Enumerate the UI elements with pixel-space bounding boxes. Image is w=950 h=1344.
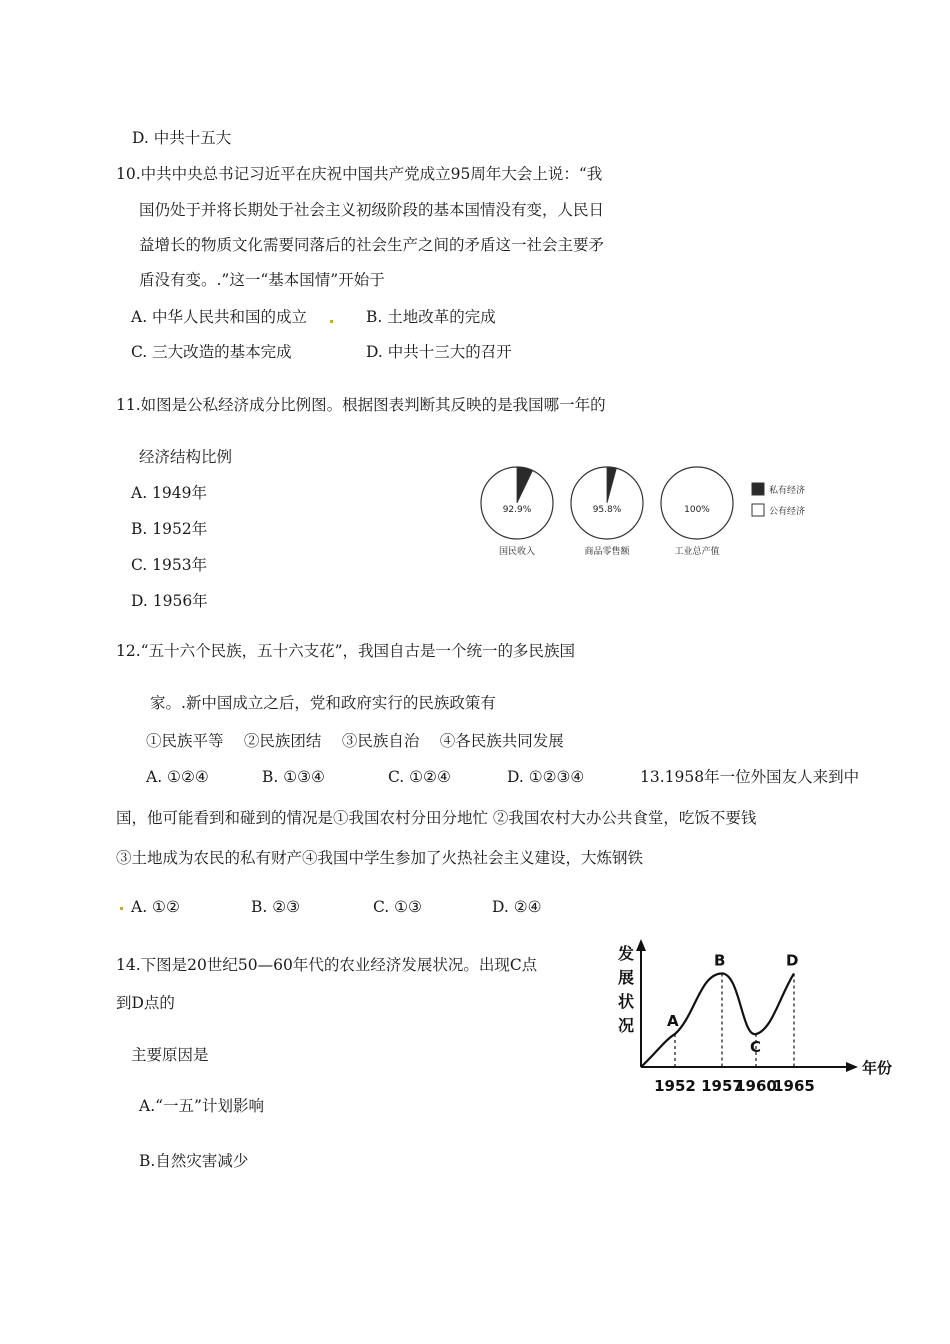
legend-label-public: 公有经济 <box>769 507 806 517</box>
q14-option-b: B.自然灾害减少 <box>139 1152 249 1170</box>
scan-speck <box>120 907 123 910</box>
q11-option-a: A. 1949年 <box>131 484 207 502</box>
point-label: A <box>667 1012 679 1030</box>
q13-option-c: C. ①③ <box>373 898 422 916</box>
x-tick-label: 1952 <box>654 1077 696 1095</box>
scan-speck <box>330 320 333 323</box>
q12-stem-line2: 家。.新中国成立之后，党和政府实行的民族政策有 <box>150 694 496 712</box>
x-axis-label: 年份 <box>862 1059 893 1077</box>
q11-option-c: C. 1953年 <box>131 556 208 574</box>
pie-category-label: 商品零售额 <box>584 547 630 557</box>
legend-label-private: 私有经济 <box>769 486 806 496</box>
pie-value-label: 92.9% <box>502 505 532 515</box>
q11-option-d: D. 1956年 <box>131 592 208 610</box>
q13-stem-line1: 13.1958年一位外国友人来到中 <box>640 768 860 786</box>
pie-value-label: 100% <box>684 505 710 515</box>
q12-stem-line1: 12.“五十六个民族，五十六支花”，我国自古是一个统一的多民族国 <box>116 642 576 660</box>
pie-category-label: 工业总产值 <box>674 547 720 557</box>
legend-swatch-private <box>752 483 764 495</box>
q12-option-b: B. ①③④ <box>262 768 325 786</box>
point-label: D <box>786 951 799 970</box>
y-axis-label-char: 状 <box>618 992 635 1011</box>
development-curve <box>641 974 794 1068</box>
q10-option-c: C. 三大改造的基本完成 <box>131 343 292 361</box>
y-axis-arrow <box>636 939 646 951</box>
q10-stem-line4: 盾没有变。.”这一“基本国情”开始于 <box>139 271 385 289</box>
pie-slice-public <box>661 467 733 539</box>
y-axis-label-char: 展 <box>618 968 635 987</box>
pie-chart-figure <box>470 455 840 565</box>
x-tick-label: 1960 <box>735 1077 777 1095</box>
y-axis-label-char: 况 <box>618 1016 635 1035</box>
q13-stem-line2: 国，他可能看到和碰到的情况是①我国农村分田分地忙 ②我国农村大办公共食堂，吃饭不要钱 <box>116 809 757 827</box>
q14-stem-line1: 14.下图是20世纪50—60年代的农业经济发展状况。出现C点 <box>116 956 538 974</box>
point-label: B <box>714 951 726 970</box>
x-tick-label: 1965 <box>773 1077 815 1095</box>
q12-option-c: C. ①②④ <box>388 768 451 786</box>
q10-stem-line1: 10.中共中央总书记习近平在庆祝中国共产党成立95周年大会上说：“我 <box>116 165 603 183</box>
q13-option-a: A. ①② <box>131 898 180 916</box>
line-chart-figure <box>610 935 910 1105</box>
q13-option-b: B. ②③ <box>251 898 301 916</box>
q10-stem-line3: 益增长的物质文化需要同落后的社会生产之间的矛盾这一社会主要矛 <box>139 236 605 254</box>
q10-stem-line2: 国仍处于并将长期处于社会主义初级阶段的基本国情没有变，人民日 <box>139 201 605 219</box>
q10-option-d: D. 中共十三大的召开 <box>366 343 512 361</box>
q12-option-a: A. ①②④ <box>146 768 209 786</box>
q12-items: ①民族平等 ②民族团结 ③民族自治 ④各民族共同发展 <box>146 732 564 750</box>
pie-value-label: 95.8% <box>592 505 622 515</box>
q14-stem-line2: 到D点的 <box>116 994 175 1012</box>
q11-option-b: B. 1952年 <box>131 520 208 538</box>
q12-option-d: D. ①②③④ <box>507 768 585 786</box>
y-axis-label-char: 发 <box>618 944 635 963</box>
q11-stem-line1: 11.如图是公私经济成分比例图。根据图表判断其反映的是我国哪一年的 <box>116 396 606 414</box>
q13-option-d: D. ②④ <box>492 898 542 916</box>
q9-option-d: D. 中共十五大 <box>132 129 232 147</box>
x-axis-arrow <box>846 1062 858 1072</box>
q11-stem-line2: 经济结构比例 <box>139 448 233 466</box>
pie-category-label: 国民收入 <box>498 547 536 557</box>
x-tick-label: 1957 <box>701 1077 743 1095</box>
q14-option-a: A.“一五”计划影响 <box>139 1097 264 1115</box>
q14-stem-line3: 主要原因是 <box>131 1046 209 1064</box>
q10-option-b: B. 土地改革的完成 <box>366 308 496 326</box>
q10-option-a: A. 中华人民共和国的成立 <box>131 308 308 326</box>
point-label: C <box>750 1038 762 1056</box>
chart-legend <box>752 483 805 517</box>
q13-stem-line3: ③土地成为农民的私有财产④我国中学生参加了火热社会主义建设，大炼钢铁 <box>116 849 644 867</box>
legend-swatch-public <box>752 504 764 516</box>
